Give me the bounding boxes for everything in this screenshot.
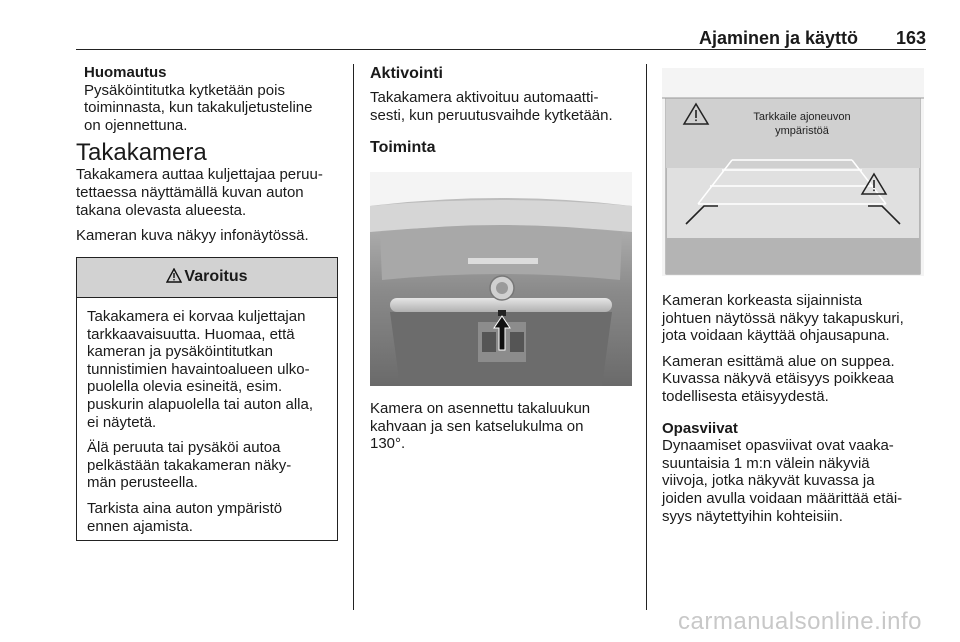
display-warning-line: Tarkkaile ajoneuvon [753, 111, 851, 123]
photo-caption [370, 400, 632, 453]
intro-line: Takakamera auttaa kuljettajaa peruu- [76, 166, 323, 184]
warning-line: ennen ajamista. [87, 517, 193, 535]
warning-line: Tarkista aina auton ympäristö [87, 499, 283, 517]
warning-box [76, 257, 338, 541]
note-line: Pysäköintitutka kytketään pois [84, 81, 285, 99]
activation-line: sesti, kun peruutusvaihde kytketään. [370, 106, 613, 124]
page-number: 163 [895, 28, 926, 48]
header-title: Ajaminen ja käyttö [698, 28, 858, 48]
body-line: syys näytettyihin kohteisiin. [662, 507, 843, 525]
warning-line: tarkkaavaisuutta. Huomaa, että [87, 325, 295, 343]
activation-line: Takakamera aktivoituu automaatti- [370, 89, 599, 106]
caption-line: kahvaan ja sen katselukulma on [370, 417, 584, 435]
warning-line: män perusteella. [87, 474, 198, 492]
body-line: Kameran esittämä alue on suppea. [662, 352, 895, 370]
warning-line: Älä peruuta tai pysäköi autoa [87, 439, 281, 457]
body-line: todellisesta etäisyydestä. [662, 387, 829, 405]
warning-line: ei näytetä. [87, 413, 157, 431]
warning-line: tunnistimien havaintoalueen ulko- [87, 360, 310, 378]
tailgate-camera-image [370, 172, 632, 386]
warning-line: puskurin alapuolella tai auton alla, [87, 395, 313, 413]
intro-line: tettaessa näyttämällä kuvan auton [76, 183, 304, 201]
column-middle [370, 64, 632, 158]
body-line: viivoja, jotka näkyvät kuvassa ja [662, 472, 875, 490]
warning-header [77, 258, 337, 298]
warning-body [77, 298, 337, 535]
note-line: on ojennettuna. [84, 116, 188, 134]
body-line: Dynaamiset opasviivat ovat vaaka- [662, 437, 894, 455]
note-title: Huomautus [84, 64, 167, 81]
column-divider [646, 64, 647, 610]
body-line: jota voidaan käyttää ohjausapuna. [662, 327, 890, 345]
column-right-text [662, 292, 926, 525]
body-line: Kuvassa näkyvä etäisyys poikkeaa [662, 370, 894, 388]
column-left [76, 64, 338, 245]
note-block [76, 64, 338, 134]
guides-title: Opasviivat [662, 419, 738, 437]
body-line: joiden avulla voidaan määrittää etäi- [662, 489, 903, 507]
page-header [76, 26, 926, 50]
rear-camera-display [662, 68, 924, 276]
watermark: carmanualsonline.info [678, 608, 922, 635]
note-line: toiminnasta, kun takakuljetusteline [84, 99, 313, 117]
display-warning-line: ympäristöä [775, 125, 829, 137]
intro-line: takana olevasta alueesta. [76, 201, 247, 219]
warning-line: puolella olevia esineitä, esim. [87, 378, 283, 396]
warning-line: Takakamera ei korvaa kuljettajan [87, 308, 306, 325]
warning-triangle-icon [166, 268, 182, 286]
activation-title: Aktivointi [370, 65, 443, 82]
body-line: johtuen näytössä näkyy takapuskuri, [662, 309, 904, 327]
body-line: suuntaisia 1 m:n välein näkyviä [662, 454, 870, 472]
column-divider [353, 64, 354, 610]
caption-line: 130°. [370, 435, 406, 453]
warning-line: pelkästään takakameran näky- [87, 456, 292, 474]
caption-line: Kamera on asennettu takaluukun [370, 400, 591, 417]
display-line: Kameran kuva näkyy infonäytössä. [76, 227, 309, 245]
body-line: Kameran korkeasta sijainnista [662, 292, 863, 309]
warning-line: kameran ja pysäköintitutkan [87, 343, 273, 361]
function-title: Toiminta [370, 139, 436, 157]
section-title: Takakamera [76, 139, 207, 167]
warning-title: Varoitus [184, 268, 248, 285]
